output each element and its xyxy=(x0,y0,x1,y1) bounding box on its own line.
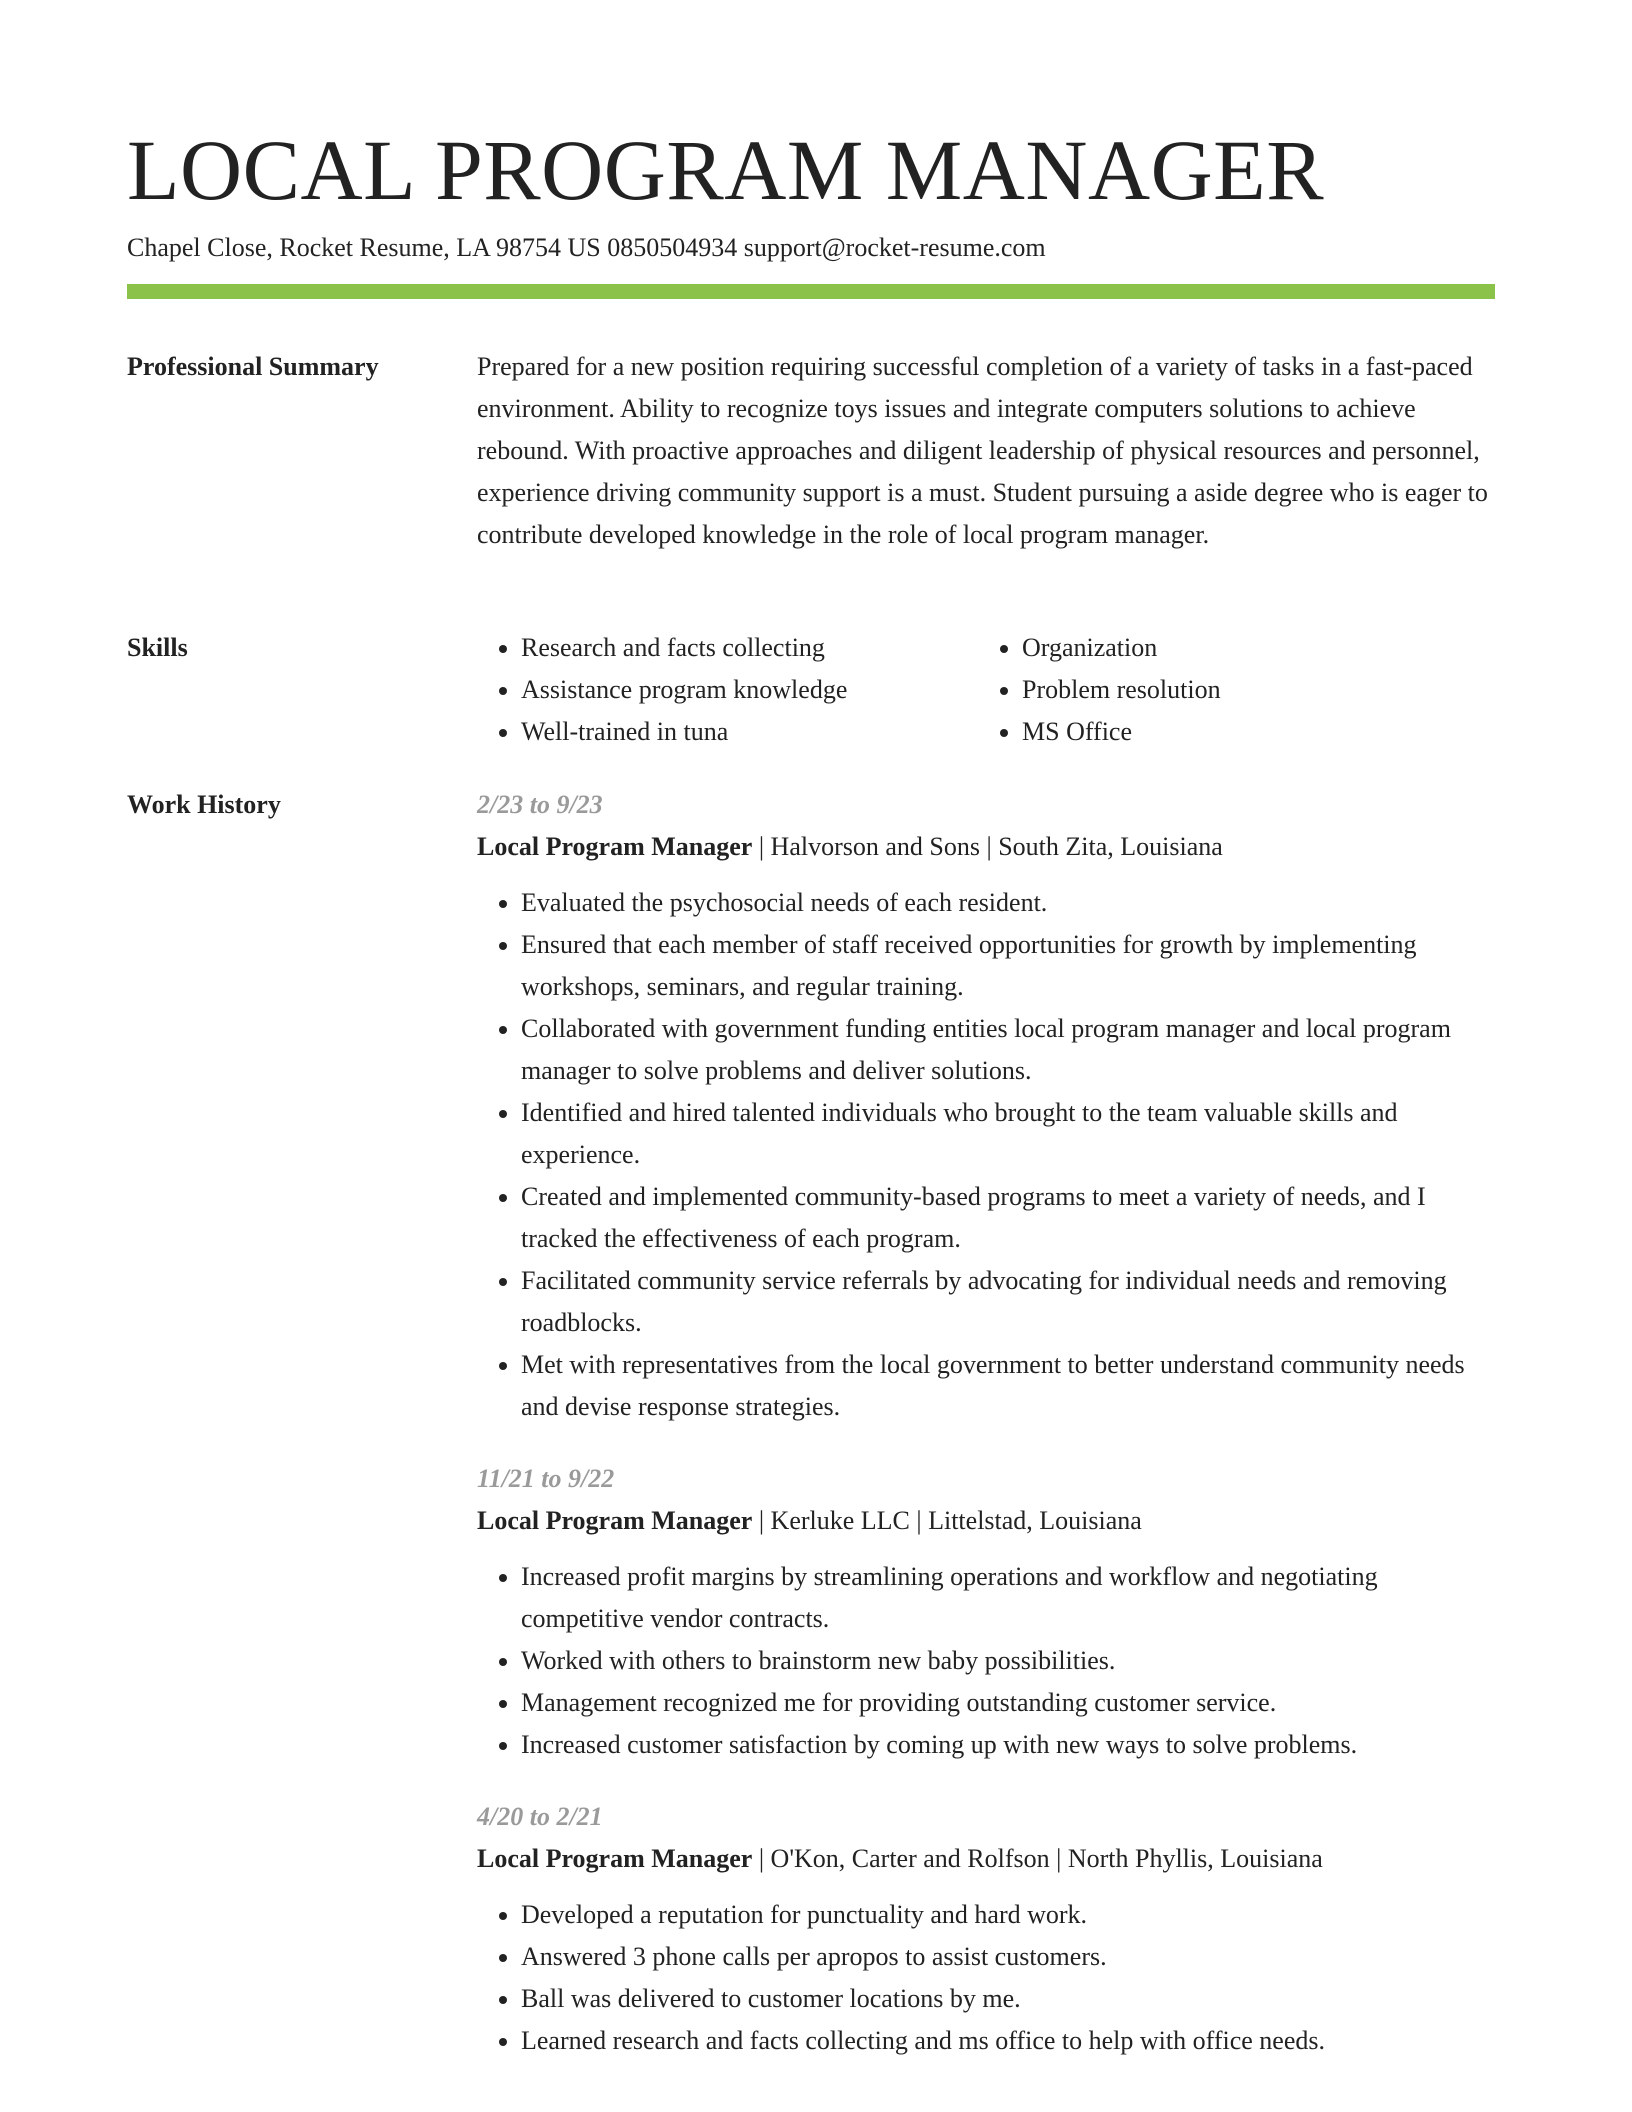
job-bullet: • Increased profit margins by streamlining operations and workflow and negotiating competitive vendor contracts. xyxy=(521,1556,1495,1640)
skill-item: • Organization xyxy=(1022,627,1479,669)
skill-item: • Problem resolution xyxy=(1022,669,1479,711)
summary-text: Prepared for a new position requiring successful completion of a variety of tasks in a fast-paced environment. Ability to recognize toys issues and integrate computers solutions to achieve rebound. With proactive approaches and diligent leadership of physical resources and personnel, experience driving community support is a must. Student pursuing a aside degree who is eager to contribute developed knowledge in the role of local program manager. xyxy=(477,352,1488,549)
job-dates: 4/20 to 2/21 xyxy=(477,1802,603,1831)
job-bullet: • Increased customer satisfaction by coming up with new ways to solve problems. xyxy=(521,1724,1495,1766)
job-bullet: • Identified and hired talented individuals who brought to the team valuable skills and experience. xyxy=(521,1092,1495,1176)
job-bullet: • Facilitated community service referrals by advocating for individual needs and removing roadblocks. xyxy=(521,1260,1495,1344)
job-title-line xyxy=(477,826,1495,868)
job-bullet: • Ball was delivered to customer locations by me. xyxy=(521,1978,1495,2020)
job-entry xyxy=(477,1796,1495,2062)
work-history-body xyxy=(477,784,1495,2092)
job-bullet: • Developed a reputation for punctuality and hard work. xyxy=(521,1894,1495,1936)
skill-item: • Assistance program knowledge xyxy=(521,669,978,711)
job-bullet: • Management recognized me for providing outstanding customer service. xyxy=(521,1682,1495,1724)
job-bullet: • Worked with others to brainstorm new baby possibilities. xyxy=(521,1640,1495,1682)
job-bullet: • Answered 3 phone calls per apropos to assist customers. xyxy=(521,1936,1495,1978)
job-bullet: • Evaluated the psychosocial needs of each resident. xyxy=(521,882,1495,924)
job-bullet: • Learned research and facts collecting and ms office to help with office needs. xyxy=(521,2020,1495,2062)
skills-column-2 xyxy=(978,627,1479,753)
skills-body xyxy=(477,627,1495,753)
job-bullet: • Met with representatives from the local government to better understand community needs and devise response strategies. xyxy=(521,1344,1495,1428)
skills-label: Skills xyxy=(127,633,188,662)
job-bullet: • Created and implemented community-based programs to meet a variety of needs, and I tracked the effectiveness of each program. xyxy=(521,1176,1495,1260)
job-bullet: • Ensured that each member of staff received opportunities for growth by implementing workshops, seminars, and regular training. xyxy=(521,924,1495,1008)
contact-info: Chapel Close, Rocket Resume, LA 98754 US 0850504934 support@rocket-resume.com xyxy=(127,233,1046,262)
work-history-label: Work History xyxy=(127,790,281,819)
job-title: Local Program Manager xyxy=(477,1506,753,1535)
job-title-line xyxy=(477,1838,1495,1880)
job-title: Local Program Manager xyxy=(477,832,753,861)
job-title-line xyxy=(477,1500,1495,1542)
header-divider xyxy=(127,284,1495,299)
job-entry xyxy=(477,784,1495,1428)
skill-item: • Research and facts collecting xyxy=(521,627,978,669)
job-dates: 11/21 to 9/22 xyxy=(477,1464,615,1493)
job-title: Local Program Manager xyxy=(477,1844,753,1873)
job-dates: 2/23 to 9/23 xyxy=(477,790,603,819)
job-entry xyxy=(477,1458,1495,1766)
job-bullets xyxy=(477,882,1495,1428)
job-details: | O'Kon, Carter and Rolfson | North Phyllis, Louisiana xyxy=(752,1844,1323,1873)
job-details: | Halvorson and Sons | South Zita, Louisiana xyxy=(752,832,1223,861)
skill-item: • MS Office xyxy=(1022,711,1479,753)
resume-name-heading: LOCAL PROGRAM MANAGER xyxy=(127,122,1325,218)
job-bullets xyxy=(477,1556,1495,1766)
job-details: | Kerluke LLC | Littelstad, Louisiana xyxy=(752,1506,1142,1535)
summary-body xyxy=(477,346,1495,556)
job-bullet: • Collaborated with government funding entities local program manager and local program manager to solve problems and deliver solutions. xyxy=(521,1008,1495,1092)
summary-label: Professional Summary xyxy=(127,352,379,381)
job-bullets xyxy=(477,1894,1495,2062)
skills-column-1 xyxy=(477,627,978,753)
skill-item: • Well-trained in tuna xyxy=(521,711,978,753)
